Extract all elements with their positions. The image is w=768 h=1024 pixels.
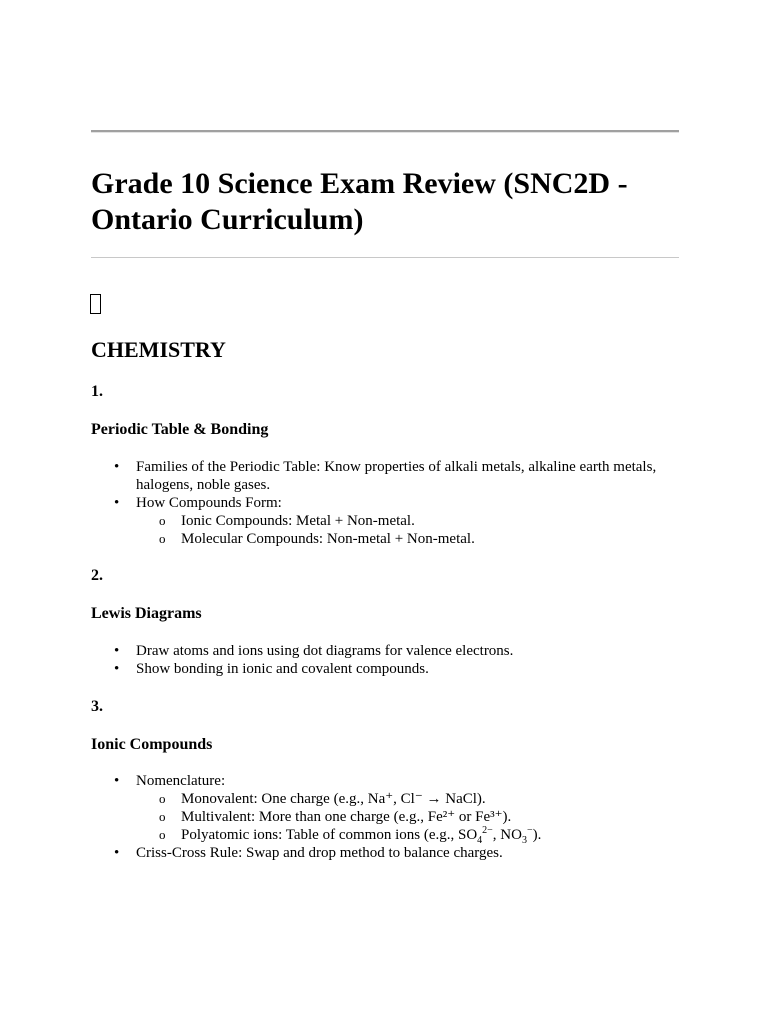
sub-list-item: o Polyatomic ions: Table of common ions (e.g., $SO_4^{2-}$, $NO_3^-$). <box>136 826 679 844</box>
topic-number: 3. <box>91 698 103 715</box>
sub-list <box>136 512 679 548</box>
list-item: • Families of the Periodic Table: Know properties of alkali metals, alkaline earth metals, halogens, noble gases. <box>91 458 679 494</box>
topic-heading: Lewis Diagrams <box>91 605 202 622</box>
sub-list-item: o Multivalent: More than one charge (e.g., Fe²⁺ or Fe³⁺). <box>136 808 679 826</box>
missing-glyph-icon <box>90 294 101 314</box>
topic-number: 1. <box>91 383 103 400</box>
sub-list-item: o Monovalent: One charge (e.g., Na⁺, Cl⁻ → NaCl). <box>136 790 679 808</box>
sub-list-item: o Ionic Compounds: Metal + Non-metal. <box>136 512 679 530</box>
list-item: • Nomenclature: o Monovalent: One charge (e.g., Na⁺, Cl⁻ → NaCl). o Multivalent: More than one charge (e.g., Fe²⁺ or Fe³⁺). o Polyatomic ions: Table of common ions (e.g., $SO_4^{2-}$, $NO_3^-$). <box>91 772 679 844</box>
topic-heading: Periodic Table & Bonding <box>91 421 269 438</box>
list-item: • Show bonding in ionic and covalent compounds. <box>91 660 679 678</box>
topic-bullet-list <box>91 458 679 548</box>
list-item: • Criss-Cross Rule: Swap and drop method to balance charges. <box>91 844 679 862</box>
topic-number: 2. <box>91 567 103 584</box>
topic-heading: Ionic Compounds <box>91 736 213 753</box>
topic-bullet-list <box>91 772 679 862</box>
list-item: • Draw atoms and ions using dot diagrams for valence electrons. <box>91 642 679 660</box>
document-title: Grade 10 Science Exam Review (SNC2D - Ontario Curriculum) <box>91 167 628 236</box>
section-title: CHEMISTRY <box>91 337 226 362</box>
topic-bullet-list <box>91 642 679 678</box>
sub-list <box>136 790 679 844</box>
top-horizontal-rule <box>91 130 679 133</box>
title-divider <box>91 257 679 258</box>
list-item: • How Compounds Form: o Ionic Compounds: Metal + Non-metal. o Molecular Compounds: Non-metal + Non-metal. <box>91 494 679 548</box>
sub-list-item: o Molecular Compounds: Non-metal + Non-metal. <box>136 530 679 548</box>
